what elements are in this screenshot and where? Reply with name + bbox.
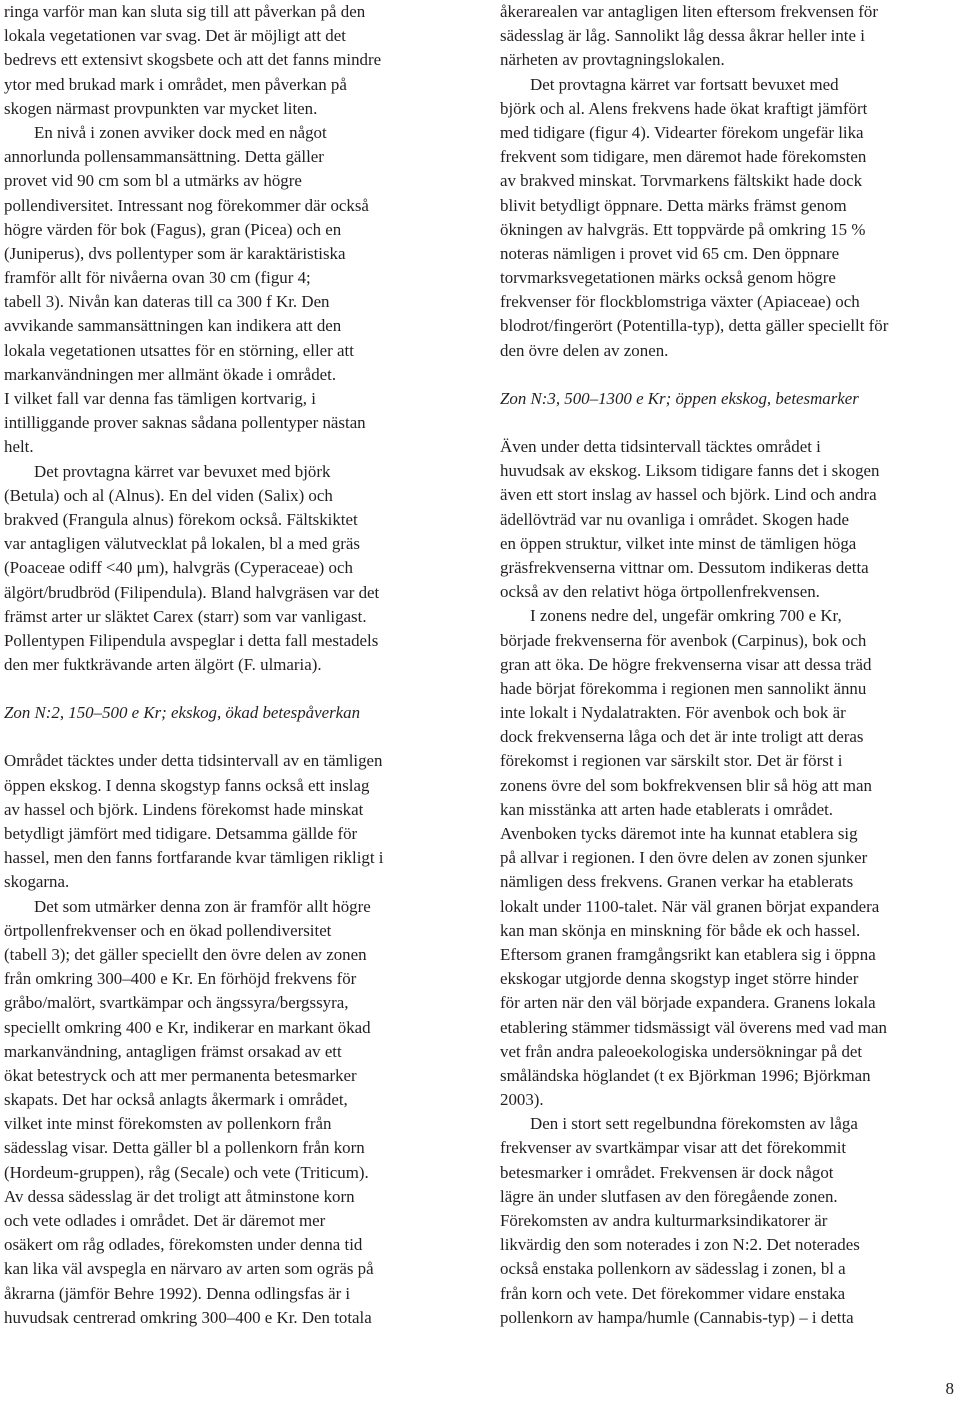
text-line: intilliggande prover saknas sådana pollentyper nästan xyxy=(4,413,366,433)
section-heading xyxy=(4,701,448,725)
text-line: Förekomsten av andra kulturmarksindikatorer är xyxy=(500,1211,828,1230)
text-line: gran att öka. De högre frekvenserna visar att dessa träd xyxy=(500,654,872,674)
text-line: främst arter ur släktet Carex (starr) som var vanligast. xyxy=(4,606,367,626)
section-heading xyxy=(500,387,950,411)
text-line: hassel, men den fanns fortfarande kvar tämligen rikligt i xyxy=(4,848,384,868)
text-line: zonens övre del som bokfrekvensen blir så hög att man xyxy=(500,775,872,795)
text-line: huvudsak centrerad omkring 300–400 e Kr. Den totala xyxy=(4,1307,372,1327)
text-line: högre värden för bok (Fagus), gran (Picea) och en xyxy=(4,219,342,239)
text-line: I vilket fall var denna fas tämligen kortvarig, i xyxy=(4,389,316,408)
text-line: för arten när den väl började expandera. Granens lokala xyxy=(500,993,876,1013)
text-line: älgört/brudbröd (Filipendula). Bland halvgräsen var det xyxy=(4,582,380,602)
text-line: markanvändning, antagligen främst orsakad av ett xyxy=(4,1041,342,1061)
section-gap xyxy=(4,725,448,749)
paragraph xyxy=(500,1112,950,1330)
text-line: (tabell 3); det gäller speciellt den övre delen av zonen xyxy=(4,944,367,964)
text-line: provet vid 90 cm som bl a utmärks av högre xyxy=(4,171,302,191)
right-column xyxy=(500,0,950,1330)
text-line: frekvent som tidigare, men däremot hade förekomsten xyxy=(500,147,867,167)
text-line: gräsfrekvenserna vittnar om. Dessutom indikeras detta xyxy=(500,557,869,577)
paragraph xyxy=(500,73,950,363)
text-line: En nivå i zonen avviker dock med en något xyxy=(34,122,327,142)
text-line: ringa varför man kan sluta sig till att påverkan på den xyxy=(4,2,366,21)
text-line: kan lika väl avspegla en närvaro av arten som ogräs på xyxy=(4,1259,374,1279)
text-line: (Juniperus), dvs pollentyper som är karaktäristiska xyxy=(4,243,346,263)
text-line: åkrarna (jämför Behre 1992). Denna odlingsfas är i xyxy=(4,1283,351,1303)
text-line: av hassel och björk. Lindens förekomst hade minskat xyxy=(4,799,364,819)
heading-text: Zon N:3, 500–1300 e Kr; öppen ekskog, betesmarker xyxy=(500,388,859,408)
text-line: närheten av provtagningslokalen. xyxy=(500,50,725,70)
text-line: Det provtagna kärret var bevuxet med björk xyxy=(34,461,331,481)
paragraph xyxy=(4,895,448,1330)
text-line: örtpollenfrekvenser och en ökad pollendiversitet xyxy=(4,920,332,940)
text-line: betydligt jämfört med tidigare. Detsamma gällde för xyxy=(4,824,358,843)
text-line: Avenboken tycks däremot inte ha kunnat etablera sig xyxy=(500,824,858,843)
text-line: avvikande sammansättningen kan indikera att den xyxy=(4,316,342,336)
text-line: skapats. Det har också anlagts åkermark i området, xyxy=(4,1090,348,1110)
text-line: sädesslag är låg. Sannolikt låg dessa åkrar heller inte i xyxy=(500,26,865,46)
text-line: Av dessa sädesslag är det troligt att åtminstone korn xyxy=(4,1186,355,1206)
text-line: åkerarealen var antagligen liten eftersom frekvensen för xyxy=(500,2,878,21)
text-line: var antagligen välutvecklat på lokalen, bl a med gräs xyxy=(4,534,360,554)
text-line: ytor med brukad mark i området, men påverkan på xyxy=(4,74,347,94)
text-line: lokala vegetationen utsattes för en störning, eller att xyxy=(4,340,354,360)
text-line: också enstaka pollenkorn av sädesslag i zonen, bl a xyxy=(500,1259,846,1279)
text-line: ädellövträd var nu ovanliga i området. Skogen hade xyxy=(500,509,849,529)
text-line: Den i stort sett regelbundna förekomsten av låga xyxy=(530,1114,858,1134)
text-line: etablering stämmer tidsmässigt väl överens med vad man xyxy=(500,1017,887,1037)
page-number: 8 xyxy=(945,1379,954,1398)
text-line: tabell 3). Nivån kan dateras till ca 300 f Kr. Den xyxy=(4,292,330,312)
text-line: skogen närmast provpunkten var mycket liten. xyxy=(4,98,318,118)
paragraph xyxy=(500,0,950,73)
text-line: brakved (Frangula alnus) förekom också. Fältskiktet xyxy=(4,509,358,529)
text-line: kan misstänka att arten hade etablerats i området. xyxy=(500,799,833,819)
text-line: ekskogar utgjorde denna skogstyp inget större hinder xyxy=(500,969,859,989)
text-line: hade börjat förekomma i regionen men sannolikt ännu xyxy=(500,678,867,698)
text-line: Eftersom granen framgångsrikt kan etablera sig i öppna xyxy=(500,944,876,964)
text-line: dock frekvenserna låga och det är inte troligt att deras xyxy=(500,727,864,747)
text-line: den övre delen av zonen. xyxy=(500,340,669,360)
text-line: ökningen av halvgräs. Ett toppvärde på omkring 15 % xyxy=(500,219,866,239)
text-line: och vete odlades i området. Det är däremot mer xyxy=(4,1211,326,1230)
paragraph xyxy=(500,604,950,1112)
text-line: öppen ekskog. I denna skogstyp fanns också ett inslag xyxy=(4,775,370,795)
text-line: Det provtagna kärret var fortsatt bevuxet med xyxy=(530,74,839,94)
section-gap xyxy=(4,677,448,701)
text-line: Även under detta tidsintervall täcktes området i xyxy=(500,437,821,456)
text-line: (Hordeum-gruppen), råg (Secale) och vete (Triticum). xyxy=(4,1162,369,1182)
paragraph xyxy=(4,749,448,894)
section-gap xyxy=(500,363,950,387)
text-line: annorlunda pollensammansättning. Detta gäller xyxy=(4,147,324,167)
text-line: en öppen struktur, vilket inte minst de tämligen höga xyxy=(500,533,857,553)
paragraph xyxy=(4,460,448,678)
text-line: började frekvenserna för avenbok (Carpinus), bok och xyxy=(500,630,867,650)
text-line: småländska höglandet (t ex Björkman 1996; Björkman xyxy=(500,1065,871,1085)
text-line: osäkert om råg odlades, förekomsten under denna tid xyxy=(4,1235,363,1255)
paragraph xyxy=(4,0,448,121)
text-line: björk och al. Alens frekvens hade ökat kraftigt jämfört xyxy=(500,98,868,118)
text-line: betesmarker i området. Frekvensen är dock något xyxy=(500,1162,834,1182)
text-line: I zonens nedre del, ungefär omkring 700 e Kr, xyxy=(530,606,842,626)
text-line: blodrot/fingerört (Potentilla-typ), detta gäller speciellt för xyxy=(500,316,889,336)
text-line: också av den relativt höga örtpollenfrekvensen. xyxy=(500,582,820,602)
text-line: Området täcktes under detta tidsintervall av en tämligen xyxy=(4,751,383,771)
text-line: Pollentypen Filipendula avspeglar i detta fall mestadels xyxy=(4,630,379,650)
text-line: den mer fuktkrävande arten älgört (F. ulmaria). xyxy=(4,655,322,675)
text-line: lokala vegetationen var svag. Det är möjligt att det xyxy=(4,26,346,46)
text-line: kan man skönja en minskning för både ek och hassel. xyxy=(500,920,861,940)
text-line: 2003). xyxy=(500,1090,544,1110)
text-line: vilket inte minst förekomsten av pollenkorn från xyxy=(4,1114,332,1134)
text-line: huvudsak av ekskog. Liksom tidigare fanns det i skogen xyxy=(500,461,880,481)
text-line: sädesslag visar. Detta gäller bl a pollenkorn från korn xyxy=(4,1138,365,1158)
text-line: inte lokalt i Nydalatrakten. För avenbok och bok är xyxy=(500,703,846,723)
text-line: nämligen dess frekvens. Granen verkar ha etablerats xyxy=(500,872,854,892)
text-line: gråbo/malört, svartkämpar och ängssyra/bergssyra, xyxy=(4,993,349,1013)
text-line: noteras nämligen i provet vid 65 cm. Den öppnare xyxy=(500,243,840,263)
text-line: vet från andra paleoekologiska undersökningar på det xyxy=(500,1041,863,1061)
left-column xyxy=(4,0,448,1330)
text-line: torvmarksvegetationen märks också genom högre xyxy=(500,268,836,288)
heading-text: Zon N:2, 150–500 e Kr; ekskog, ökad betespåverkan xyxy=(4,703,361,723)
text-line: pollenkorn av hampa/humle (Cannabis-typ) – i detta xyxy=(500,1307,854,1327)
text-line: lokalt under 1100-talet. När väl granen börjat expandera xyxy=(500,896,880,916)
text-line: från omkring 300–400 e Kr. En förhöjd frekvens för xyxy=(4,969,357,989)
text-line: ökat betestryck och att mer permanenta betesmarker xyxy=(4,1065,357,1085)
paragraph xyxy=(4,121,448,460)
text-line: frekvenser av svartkämpar visar att det förekommit xyxy=(500,1138,847,1158)
text-line: speciellt omkring 400 e Kr, indikerar en markant ökad xyxy=(4,1017,371,1037)
text-line: med tidigare (figur 4). Videarter förekom ungefär lika xyxy=(500,122,864,142)
section-gap xyxy=(500,411,950,435)
text-line: (Betula) och al (Alnus). En del viden (Salix) och xyxy=(4,485,333,505)
text-line: på allvar i regionen. I den övre delen av zonen sjunker xyxy=(500,848,868,868)
text-line: från korn och vete. Det förekommer vidare enstaka xyxy=(500,1283,846,1303)
text-line: helt. xyxy=(4,437,34,457)
paragraph xyxy=(500,435,950,604)
text-line: (Poaceae odiff <40 μm), halvgräs (Cyperaceae) och xyxy=(4,558,353,578)
text-line: framför allt för nivåerna ovan 30 cm (figur 4; xyxy=(4,268,311,288)
text-line: bedrevs ett extensivt skogsbete och att det fanns mindre xyxy=(4,50,382,70)
text-line: blivit betydligt öppnare. Detta märks främst genom xyxy=(500,195,847,215)
text-line: förekomst i regionen var särskilt stor. Det är först i xyxy=(500,751,843,771)
text-line: likvärdig den som noterades i zon N:2. Det noterades xyxy=(500,1235,860,1255)
text-line: markanvändningen mer allmänt ökade i området. xyxy=(4,364,337,384)
text-line: Det som utmärker denna zon är framför allt högre xyxy=(34,896,371,916)
text-line: av brakved minskat. Torvmarkens fältskikt hade dock xyxy=(500,171,863,191)
text-line: även ett stort inslag av hassel och björk. Lind och andra xyxy=(500,485,877,505)
text-line: skogarna. xyxy=(4,872,70,892)
text-line: frekvenser för flockblomstriga växter (Apiaceae) och xyxy=(500,292,860,312)
text-line: pollendiversitet. Intressant nog förekommer där också xyxy=(4,195,369,215)
text-line: lägre än under slutfasen av den föregående zonen. xyxy=(500,1186,838,1206)
